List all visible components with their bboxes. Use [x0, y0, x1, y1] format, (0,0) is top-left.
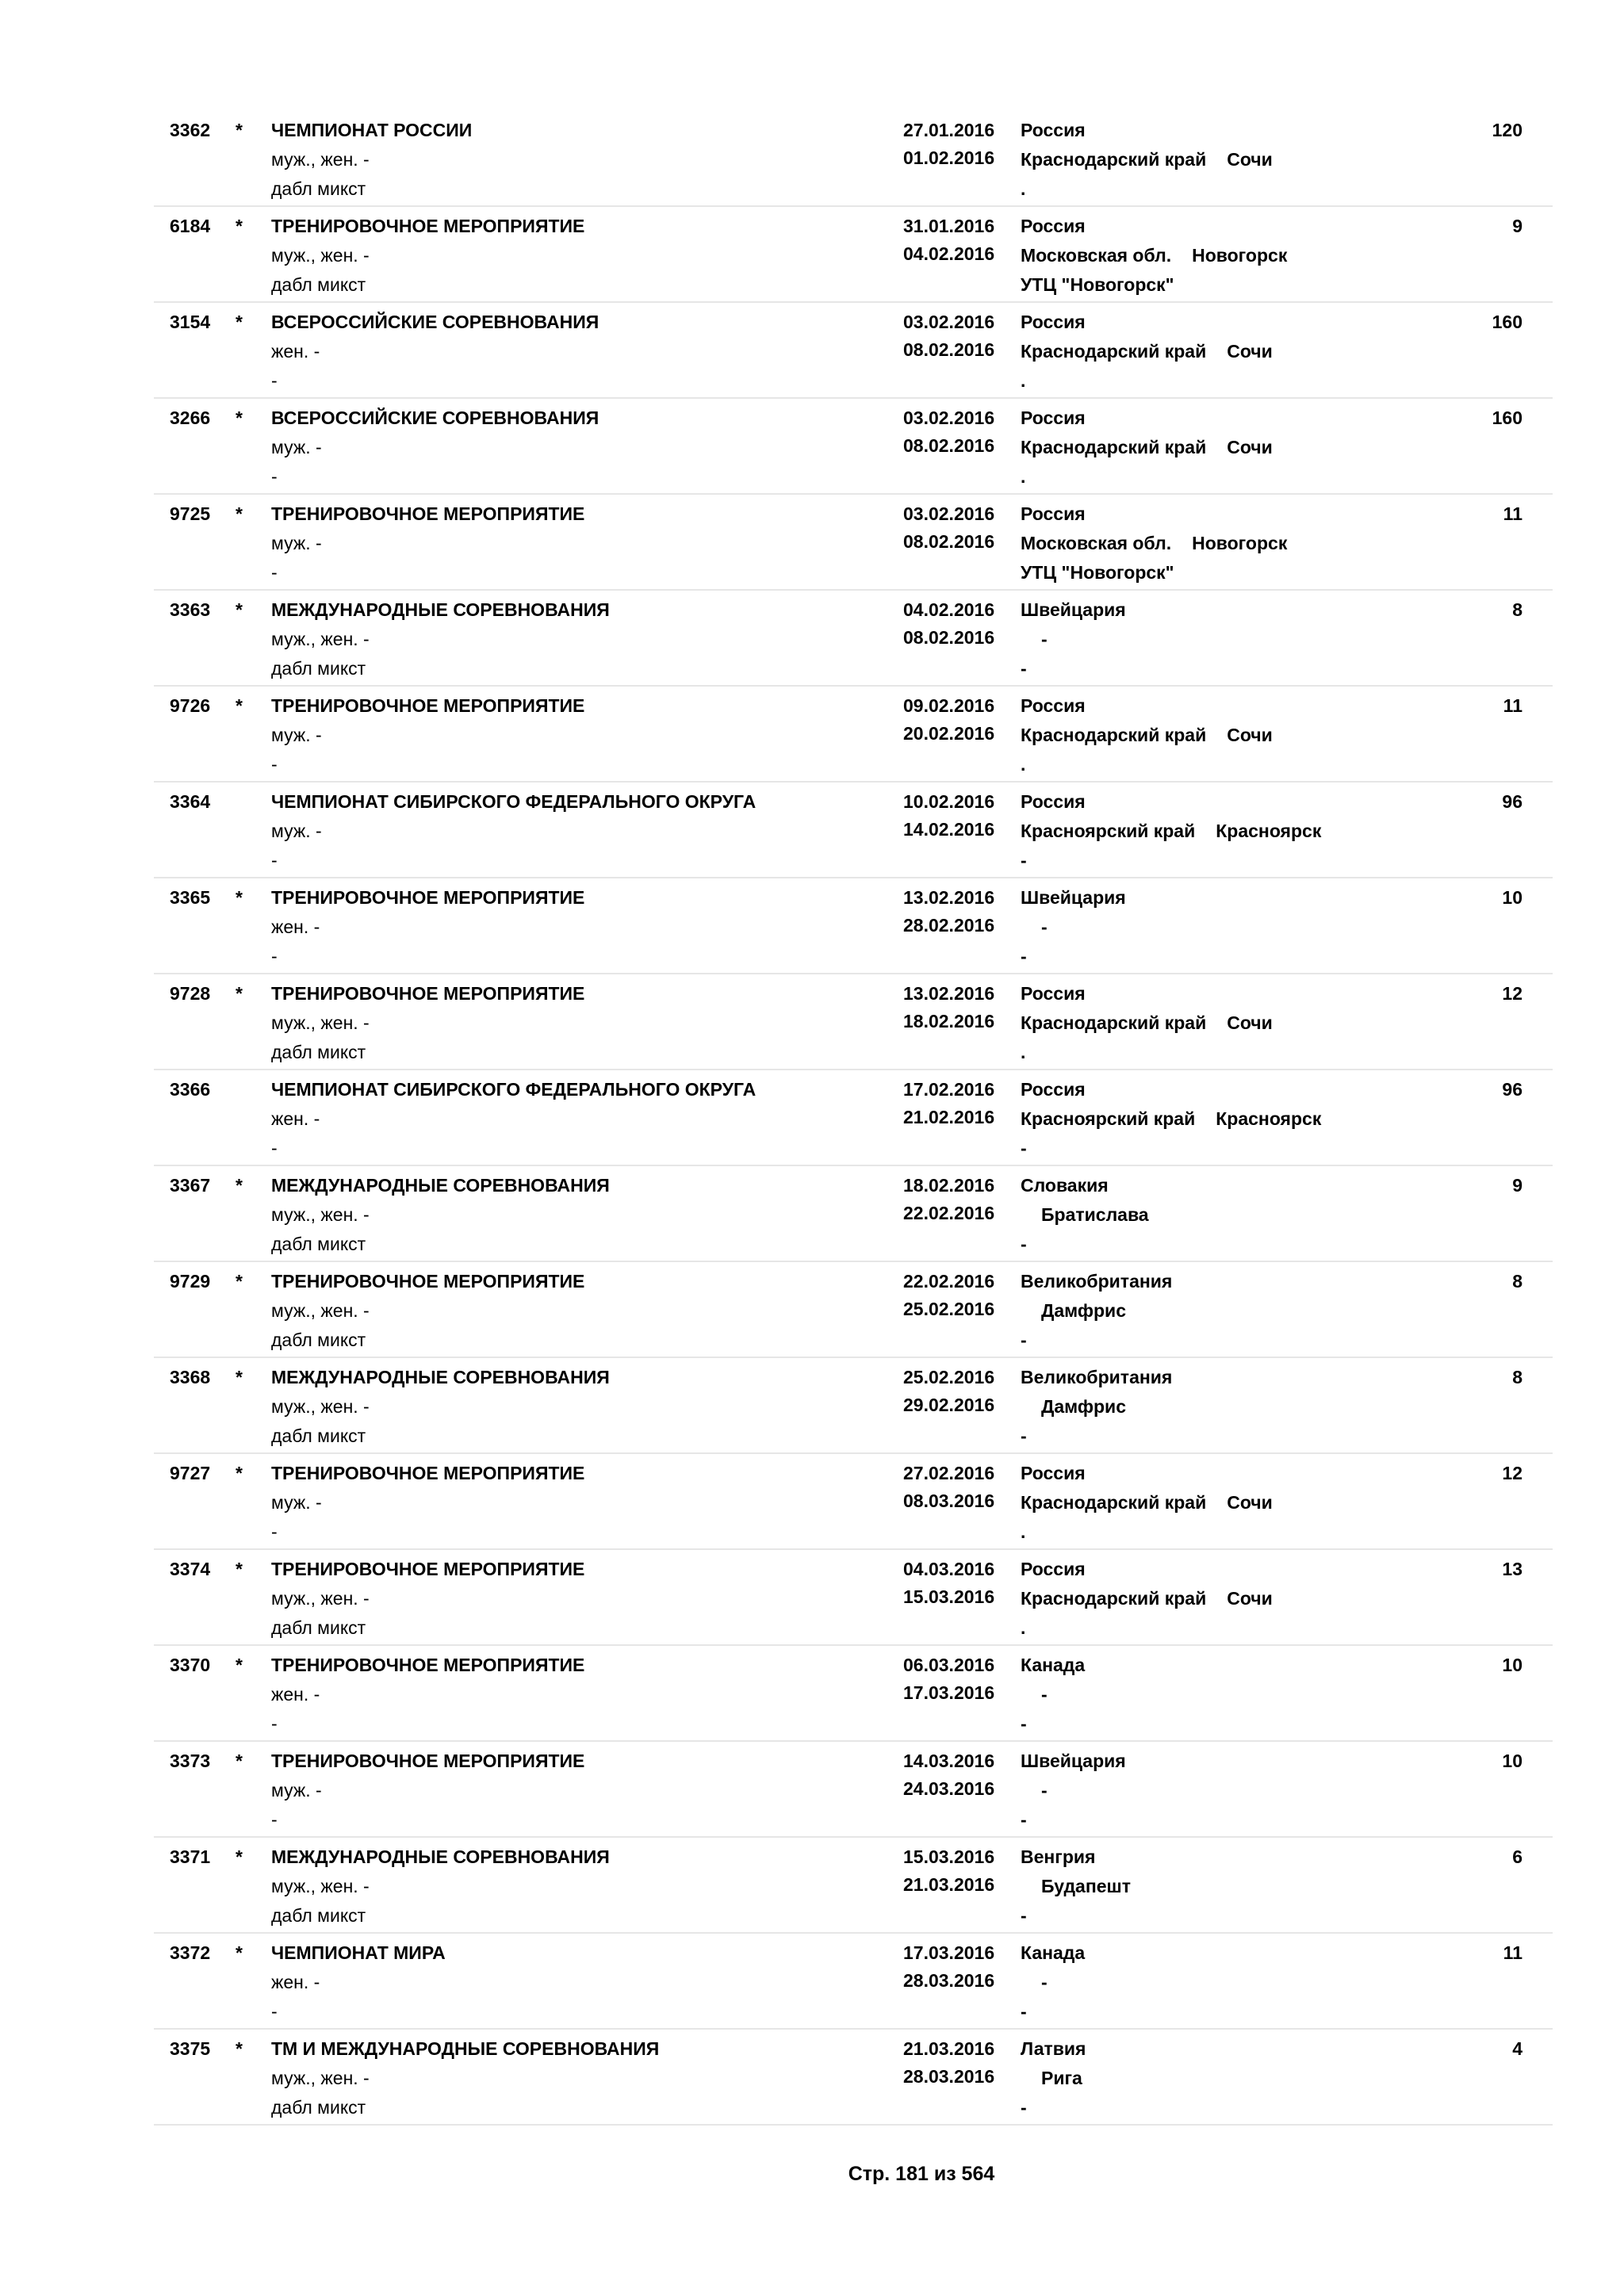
city: Новогорск [1192, 245, 1288, 266]
country: Словакия [1021, 1175, 1109, 1196]
participant-count: 10 [1502, 1655, 1522, 1675]
city: Будапешт [1041, 1876, 1131, 1896]
date-end: 28.03.2016 [903, 2066, 995, 2087]
date-start: 22.02.2016 [903, 1271, 995, 1292]
star-marker: * [236, 1751, 243, 1771]
star-marker: * [236, 1559, 243, 1579]
date-end: 25.02.2016 [903, 1299, 995, 1319]
event-row [154, 111, 1553, 207]
date-end: 08.02.2016 [903, 435, 995, 456]
country: Россия [1021, 216, 1086, 236]
date-end: 29.02.2016 [903, 1395, 995, 1415]
date-start: 13.02.2016 [903, 887, 995, 908]
region: Краснодарский край [1021, 149, 1207, 170]
date-end: 21.03.2016 [903, 1874, 995, 1895]
date-start: 04.03.2016 [903, 1559, 995, 1579]
event-discipline: - [271, 2001, 278, 2022]
city: Красноярск [1216, 821, 1322, 841]
date-end: 17.03.2016 [903, 1682, 995, 1703]
region: Краснодарский край [1021, 341, 1207, 362]
country: Россия [1021, 1079, 1086, 1100]
star-marker: * [236, 1271, 243, 1292]
venue: - [1021, 1713, 1027, 1734]
city: Братислава [1041, 1204, 1149, 1225]
venue: - [1021, 1138, 1027, 1158]
event-id: 3364 [170, 791, 211, 812]
participant-count: 6 [1512, 1846, 1522, 1867]
country: Швейцария [1021, 887, 1126, 908]
date-start: 21.03.2016 [903, 2038, 995, 2059]
participant-count: 96 [1502, 791, 1522, 812]
event-discipline: - [271, 1138, 278, 1158]
country: Россия [1021, 408, 1086, 428]
page-number: Стр. 181 из 564 [848, 2163, 995, 2185]
event-id: 3370 [170, 1655, 211, 1675]
country: Россия [1021, 695, 1086, 716]
event-name: ТРЕНИРОВОЧНОЕ МЕРОПРИЯТИЕ [271, 1559, 585, 1579]
venue: - [1021, 2097, 1027, 2118]
date-end: 28.02.2016 [903, 915, 995, 936]
participant-count: 11 [1503, 695, 1522, 716]
star-marker: * [236, 408, 243, 428]
region: Московская обл. [1021, 245, 1172, 266]
event-discipline: - [271, 1809, 278, 1830]
event-name: ТРЕНИРОВОЧНОЕ МЕРОПРИЯТИЕ [271, 1271, 585, 1292]
city: Дамфрис [1041, 1300, 1126, 1321]
event-row [154, 207, 1553, 303]
event-id: 3365 [170, 887, 211, 908]
location [1021, 625, 1048, 654]
date-end: 18.02.2016 [903, 1011, 995, 1031]
event-gender: муж., жен. - [271, 2068, 370, 2088]
event-name: МЕЖДУНАРОДНЫЕ СОРЕВНОВАНИЯ [271, 1175, 610, 1196]
date-start: 04.02.2016 [903, 599, 995, 620]
event-row [154, 1358, 1553, 1454]
event-name: ТРЕНИРОВОЧНОЕ МЕРОПРИЯТИЕ [271, 1751, 585, 1771]
event-name: МЕЖДУНАРОДНЫЕ СОРЕВНОВАНИЯ [271, 1846, 610, 1867]
location [1021, 529, 1287, 558]
participant-count: 10 [1502, 1751, 1522, 1771]
event-id: 3375 [170, 2038, 211, 2059]
event-id: 3367 [170, 1175, 211, 1196]
venue: УТЦ "Новогорск" [1021, 274, 1174, 295]
location [1021, 1968, 1048, 1997]
region: Московская обл. [1021, 533, 1172, 553]
event-id: 3154 [170, 312, 211, 332]
date-start: 15.03.2016 [903, 1846, 995, 1867]
region: Краснодарский край [1021, 437, 1207, 457]
location [1021, 241, 1287, 270]
country: Россия [1021, 120, 1086, 140]
date-end: 21.02.2016 [903, 1107, 995, 1127]
country: Швейцария [1021, 599, 1126, 620]
event-gender: муж., жен. - [271, 1204, 370, 1225]
venue: - [1021, 1425, 1027, 1446]
venue: - [1021, 1905, 1027, 1926]
event-name: ВСЕРОССИЙСКИЕ СОРЕВНОВАНИЯ [271, 408, 599, 428]
participant-count: 12 [1502, 983, 1522, 1004]
participant-count: 96 [1502, 1079, 1522, 1100]
event-row [154, 783, 1553, 878]
date-start: 10.02.2016 [903, 791, 995, 812]
participant-count: 12 [1502, 1463, 1522, 1483]
event-row [154, 1838, 1553, 1934]
city: Сочи [1227, 149, 1273, 170]
event-name: ЧЕМПИОНАТ РОССИИ [271, 120, 473, 140]
city: Рига [1041, 2068, 1082, 2088]
venue: - [1021, 1330, 1027, 1350]
date-end: 22.02.2016 [903, 1203, 995, 1223]
location [1021, 1200, 1149, 1230]
participant-count: 160 [1492, 312, 1522, 332]
event-name: ТРЕНИРОВОЧНОЕ МЕРОПРИЯТИЕ [271, 983, 585, 1004]
city: - [1041, 1780, 1048, 1800]
event-discipline: дабл микст [271, 1617, 366, 1638]
location [1021, 1488, 1273, 1517]
venue: - [1021, 658, 1027, 679]
region: Краснодарский край [1021, 725, 1207, 745]
date-start: 18.02.2016 [903, 1175, 995, 1196]
city: Дамфрис [1041, 1396, 1126, 1417]
star-marker: * [236, 599, 243, 620]
date-end: 24.03.2016 [903, 1778, 995, 1799]
event-gender: муж., жен. - [271, 245, 370, 266]
location [1021, 145, 1273, 174]
participant-count: 160 [1492, 408, 1522, 428]
event-gender: муж. - [271, 1780, 322, 1800]
date-start: 14.03.2016 [903, 1751, 995, 1771]
star-marker: * [236, 1942, 243, 1963]
event-name: ТРЕНИРОВОЧНОЕ МЕРОПРИЯТИЕ [271, 1655, 585, 1675]
event-name: ЧЕМПИОНАТ СИБИРСКОГО ФЕДЕРАЛЬНОГО ОКРУГА [271, 791, 756, 812]
event-discipline: дабл микст [271, 1905, 366, 1926]
date-end: 08.02.2016 [903, 339, 995, 360]
date-start: 06.03.2016 [903, 1655, 995, 1675]
participant-count: 8 [1512, 1367, 1522, 1387]
venue: . [1021, 1617, 1026, 1638]
country: Венгрия [1021, 1846, 1096, 1867]
venue: - [1021, 850, 1027, 871]
event-id: 3373 [170, 1751, 211, 1771]
event-row [154, 303, 1553, 399]
star-marker: * [236, 216, 243, 236]
country: Канада [1021, 1942, 1086, 1963]
event-discipline: - [271, 1713, 278, 1734]
date-start: 03.02.2016 [903, 408, 995, 428]
event-discipline: дабл микст [271, 1330, 366, 1350]
location [1021, 433, 1273, 462]
event-gender: жен. - [271, 916, 320, 937]
date-start: 27.01.2016 [903, 120, 995, 140]
event-row [154, 1742, 1553, 1838]
city: Сочи [1227, 437, 1273, 457]
event-discipline: дабл микст [271, 274, 366, 295]
city: Сочи [1227, 1492, 1273, 1513]
city: Новогорск [1192, 533, 1288, 553]
region: Краснодарский край [1021, 1588, 1207, 1609]
venue: . [1021, 370, 1026, 391]
participant-count: 8 [1512, 1271, 1522, 1292]
venue: . [1021, 466, 1026, 487]
star-marker: * [236, 120, 243, 140]
event-id: 3362 [170, 120, 211, 140]
event-id: 9725 [170, 503, 211, 524]
location [1021, 1104, 1321, 1134]
event-row [154, 878, 1553, 974]
venue: - [1021, 1809, 1027, 1830]
location [1021, 1680, 1048, 1709]
star-marker: * [236, 1367, 243, 1387]
event-row [154, 1262, 1553, 1358]
city: - [1041, 629, 1048, 649]
event-gender: муж., жен. - [271, 1300, 370, 1321]
event-gender: муж. - [271, 533, 322, 553]
date-start: 09.02.2016 [903, 695, 995, 716]
region: Красноярский край [1021, 821, 1196, 841]
event-gender: муж. - [271, 437, 322, 457]
country: Россия [1021, 983, 1086, 1004]
star-marker: * [236, 1463, 243, 1483]
event-name: ТРЕНИРОВОЧНОЕ МЕРОПРИЯТИЕ [271, 887, 585, 908]
date-end: 15.03.2016 [903, 1586, 995, 1607]
date-start: 25.02.2016 [903, 1367, 995, 1387]
event-discipline: - [271, 1521, 278, 1542]
star-marker: * [236, 2038, 243, 2059]
date-start: 31.01.2016 [903, 216, 995, 236]
location [1021, 1296, 1126, 1326]
location [1021, 913, 1048, 942]
event-gender: муж., жен. - [271, 149, 370, 170]
country: Канада [1021, 1655, 1086, 1675]
location [1021, 2064, 1082, 2093]
city: Красноярск [1216, 1108, 1322, 1129]
date-end: 04.02.2016 [903, 243, 995, 264]
event-id: 3371 [170, 1846, 211, 1867]
event-id: 3374 [170, 1559, 211, 1579]
participant-count: 8 [1512, 599, 1522, 620]
event-discipline: дабл микст [271, 2097, 366, 2118]
event-row [154, 1070, 1553, 1166]
event-row [154, 2030, 1553, 2126]
event-name: МЕЖДУНАРОДНЫЕ СОРЕВНОВАНИЯ [271, 599, 610, 620]
event-name: ТРЕНИРОВОЧНОЕ МЕРОПРИЯТИЕ [271, 1463, 585, 1483]
event-discipline: дабл микст [271, 1234, 366, 1254]
star-marker: * [236, 1655, 243, 1675]
date-end: 08.02.2016 [903, 531, 995, 552]
location [1021, 1584, 1273, 1613]
country: Латвия [1021, 2038, 1086, 2059]
country: Великобритания [1021, 1271, 1173, 1292]
event-id: 9727 [170, 1463, 211, 1483]
event-name: ТМ И МЕЖДУНАРОДНЫЕ СОРЕВНОВАНИЯ [271, 2038, 660, 2059]
event-discipline: дабл микст [271, 1425, 366, 1446]
date-start: 13.02.2016 [903, 983, 995, 1004]
event-gender: муж., жен. - [271, 1588, 370, 1609]
event-id: 9726 [170, 695, 211, 716]
country: Великобритания [1021, 1367, 1173, 1387]
star-marker: * [236, 983, 243, 1004]
events-list [154, 111, 1553, 2126]
city: - [1041, 1684, 1048, 1705]
region: Красноярский край [1021, 1108, 1196, 1129]
region: Краснодарский край [1021, 1492, 1207, 1513]
country: Швейцария [1021, 1751, 1126, 1771]
event-discipline: - [271, 466, 278, 487]
region: Краснодарский край [1021, 1012, 1207, 1033]
event-discipline: - [271, 850, 278, 871]
date-end: 01.02.2016 [903, 147, 995, 168]
event-gender: муж. - [271, 725, 322, 745]
date-start: 03.02.2016 [903, 503, 995, 524]
country: Россия [1021, 1463, 1086, 1483]
event-id: 3266 [170, 408, 211, 428]
country: Россия [1021, 312, 1086, 332]
star-marker: * [236, 1846, 243, 1867]
event-row [154, 591, 1553, 687]
date-start: 27.02.2016 [903, 1463, 995, 1483]
star-marker: * [236, 1175, 243, 1196]
location [1021, 1872, 1131, 1901]
venue: . [1021, 754, 1026, 775]
event-id: 9728 [170, 983, 211, 1004]
event-row [154, 1934, 1553, 2030]
participant-count: 11 [1503, 1942, 1522, 1963]
date-end: 08.03.2016 [903, 1490, 995, 1511]
participant-count: 10 [1502, 887, 1522, 908]
event-row [154, 1166, 1553, 1262]
city: Сочи [1227, 1588, 1273, 1609]
event-id: 3372 [170, 1942, 211, 1963]
event-gender: муж., жен. - [271, 1012, 370, 1033]
city: Сочи [1227, 1012, 1273, 1033]
venue: . [1021, 178, 1026, 199]
participant-count: 120 [1492, 120, 1522, 140]
event-gender: муж. - [271, 1492, 322, 1513]
event-id: 6184 [170, 216, 211, 236]
event-name: ЧЕМПИОНАТ МИРА [271, 1942, 446, 1963]
date-end: 20.02.2016 [903, 723, 995, 744]
event-row [154, 974, 1553, 1070]
location [1021, 337, 1273, 366]
participant-count: 9 [1512, 1175, 1522, 1196]
event-id: 3366 [170, 1079, 211, 1100]
star-marker: * [236, 695, 243, 716]
event-name: ВСЕРОССИЙСКИЕ СОРЕВНОВАНИЯ [271, 312, 599, 332]
event-discipline: - [271, 370, 278, 391]
date-end: 14.02.2016 [903, 819, 995, 840]
event-gender: муж., жен. - [271, 629, 370, 649]
date-start: 03.02.2016 [903, 312, 995, 332]
event-discipline: дабл микст [271, 658, 366, 679]
event-gender: жен. - [271, 341, 320, 362]
location [1021, 1392, 1126, 1422]
star-marker: * [236, 312, 243, 332]
date-end: 08.02.2016 [903, 627, 995, 648]
city: - [1041, 916, 1048, 937]
event-discipline: - [271, 754, 278, 775]
city: Сочи [1227, 725, 1273, 745]
event-gender: муж., жен. - [271, 1876, 370, 1896]
participant-count: 4 [1512, 2038, 1522, 2059]
location [1021, 817, 1321, 846]
star-marker: * [236, 887, 243, 908]
city: - [1041, 1972, 1048, 1992]
location [1021, 1008, 1273, 1038]
participant-count: 13 [1502, 1559, 1522, 1579]
event-row [154, 1550, 1553, 1646]
location [1021, 1776, 1048, 1805]
event-row [154, 1646, 1553, 1742]
country: Россия [1021, 503, 1086, 524]
event-gender: жен. - [271, 1972, 320, 1992]
event-discipline: - [271, 562, 278, 583]
date-start: 17.02.2016 [903, 1079, 995, 1100]
event-name: ТРЕНИРОВОЧНОЕ МЕРОПРИЯТИЕ [271, 216, 585, 236]
event-name: ЧЕМПИОНАТ СИБИРСКОГО ФЕДЕРАЛЬНОГО ОКРУГА [271, 1079, 756, 1100]
event-discipline: дабл микст [271, 1042, 366, 1062]
participant-count: 11 [1503, 503, 1522, 524]
event-id: 3363 [170, 599, 211, 620]
event-discipline: дабл микст [271, 178, 366, 199]
country: Россия [1021, 791, 1086, 812]
event-gender: муж. - [271, 821, 322, 841]
country: Россия [1021, 1559, 1086, 1579]
event-row [154, 495, 1553, 591]
event-gender: жен. - [271, 1108, 320, 1129]
event-row [154, 399, 1553, 495]
event-name: МЕЖДУНАРОДНЫЕ СОРЕВНОВАНИЯ [271, 1367, 610, 1387]
venue: - [1021, 1234, 1027, 1254]
venue: УТЦ "Новогорск" [1021, 562, 1174, 583]
event-gender: жен. - [271, 1684, 320, 1705]
event-row [154, 1454, 1553, 1550]
event-name: ТРЕНИРОВОЧНОЕ МЕРОПРИЯТИЕ [271, 695, 585, 716]
date-end: 28.03.2016 [903, 1970, 995, 1991]
event-name: ТРЕНИРОВОЧНОЕ МЕРОПРИЯТИЕ [271, 503, 585, 524]
participant-count: 9 [1512, 216, 1522, 236]
event-id: 9729 [170, 1271, 211, 1292]
event-row [154, 687, 1553, 783]
date-start: 17.03.2016 [903, 1942, 995, 1963]
venue: - [1021, 2001, 1027, 2022]
event-id: 3368 [170, 1367, 211, 1387]
star-marker: * [236, 503, 243, 524]
city: Сочи [1227, 341, 1273, 362]
event-discipline: - [271, 946, 278, 966]
location [1021, 721, 1273, 750]
event-gender: муж., жен. - [271, 1396, 370, 1417]
venue: . [1021, 1042, 1026, 1062]
venue: - [1021, 946, 1027, 966]
venue: . [1021, 1521, 1026, 1542]
